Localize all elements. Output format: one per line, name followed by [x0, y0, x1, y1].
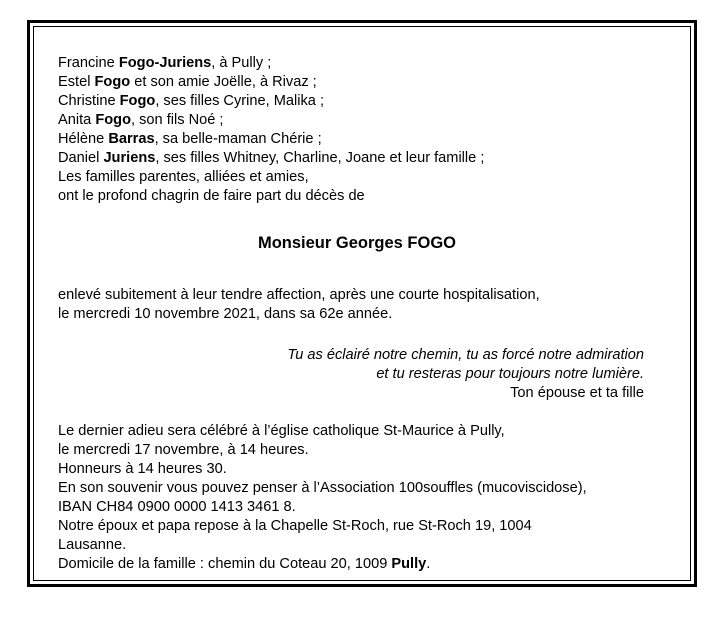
- poem-line: Tu as éclairé notre chemin, tu as forcé notre admiration: [287, 347, 644, 363]
- family-line: Francine Fogo-Juriens, à Pully ;: [58, 55, 272, 71]
- family-line: Estel Fogo et son amie Joëlle, à Rivaz ;: [58, 74, 317, 90]
- family-line: Hélène Barras, sa belle-maman Chérie ;: [58, 131, 322, 147]
- ceremony-line: Notre époux et papa repose à la Chapelle St-Roch, rue St-Roch 19, 1004: [58, 518, 532, 534]
- death-details: [58, 286, 668, 324]
- ceremony-line: Le dernier adieu sera célébré à l’église catholique St-Maurice à Pully,: [58, 423, 505, 439]
- obituary-notice: [58, 54, 668, 574]
- death-line: le mercredi 10 novembre 2021, dans sa 62e année.: [58, 306, 393, 322]
- family-list: [58, 54, 668, 206]
- ceremony-line: Lausanne.: [58, 537, 127, 553]
- family-line: Daniel Juriens, ses filles Whitney, Charline, Joane et leur famille ;: [58, 150, 485, 166]
- ceremony-details: [58, 422, 668, 574]
- families-line: Les familles parentes, alliées et amies,: [58, 169, 309, 185]
- deceased-name: Monsieur Georges FOGO: [257, 234, 457, 252]
- ceremony-line: Honneurs à 14 heures 30.: [58, 461, 227, 477]
- death-line: enlevé subitement à leur tendre affection, après une courte hospitalisation,: [58, 287, 540, 303]
- ceremony-line: le mercredi 17 novembre, à 14 heures.: [58, 442, 309, 458]
- poem-block: [58, 346, 668, 403]
- domicile-line: Domicile de la famille : chemin du Coteau 20, 1009 Pully.: [58, 556, 431, 572]
- poem-line: et tu resteras pour toujours notre lumière.: [376, 366, 644, 382]
- ceremony-line: En son souvenir vous pouvez penser à l’Association 100souffles (mucoviscidose),: [58, 480, 587, 496]
- poem-signature: Ton épouse et ta fille: [510, 385, 644, 401]
- family-line: Anita Fogo, son fils Noé ;: [58, 112, 224, 128]
- ceremony-line: IBAN CH84 0900 0000 1413 3461 8.: [58, 499, 296, 515]
- announcement-line: ont le profond chagrin de faire part du décès de: [58, 188, 365, 204]
- family-line: Christine Fogo, ses filles Cyrine, Malika ;: [58, 93, 324, 109]
